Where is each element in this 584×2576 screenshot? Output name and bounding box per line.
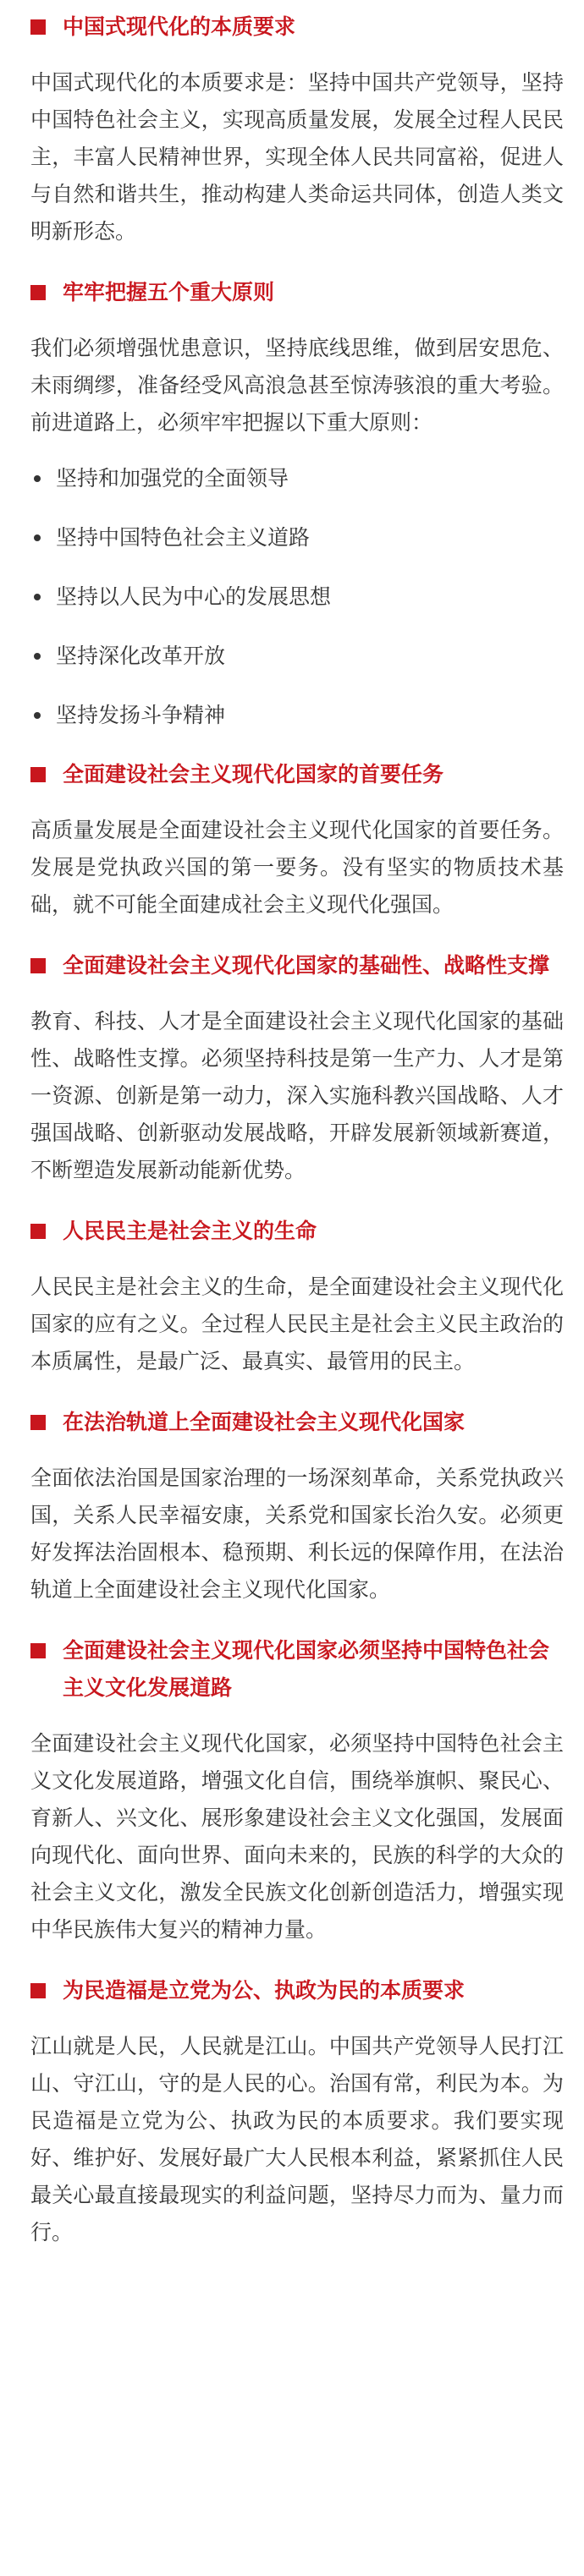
- section-heading-text: 全面建设社会主义现代化国家的首要任务: [63, 762, 444, 787]
- list-item-text: 坚持中国特色社会主义道路: [56, 525, 311, 550]
- section-heading: [30, 1404, 564, 1441]
- paragraph: 高质量发展是全面建设社会主义现代化国家的首要任务。发展是党执政兴国的第一要务。没有坚实的物质技术基础，就不可能全面建成社会主义现代化强国。: [30, 818, 564, 917]
- paragraph: 我们必须增强忧患意识，坚持底线思维，做到居安思危、未雨绸缪，准备经受风高浪急甚至惊涛骇浪的重大考验。前进道路上，必须牢牢把握以下重大原则：: [30, 336, 564, 435]
- list-item-text: 坚持和加强党的全面领导: [56, 466, 289, 491]
- paragraph: 教育、科技、人才是全面建设社会主义现代化国家的基础性、战略性支撑。必须坚持科技是第一生产力、人才是第一资源、创新是第一动力，深入实施科教兴国战略、人才强国战略、创新驱动发展战略，开辟发展新领域新赛道，不断塑造发展新动能新优势。: [30, 1009, 564, 1182]
- section-five-principles: [30, 274, 564, 734]
- paragraph: 全面依法治国是国家治理的一场深刻革命，关系党执政兴国，关系人民幸福安康，关系党和国家长治久安。必须更好发挥法治固根本、稳预期、利长远的保障作用，在法治轨道上全面建设社会主义现代化国家。: [30, 1466, 564, 1602]
- paragraph: 全面建设社会主义现代化国家，必须坚持中国特色社会主义文化发展道路，增强文化自信，围绕举旗帜、聚民心、育新人、兴文化、展形象建设社会主义文化强国，发展面向现代化、面向世界、面向未来的，民族的科学的大众的社会主义文化，激发全民族文化创新创造活力，增强实现中华民族伟大复兴的精神力量。: [30, 1731, 564, 1942]
- list-item-text: 坚持以人民为中心的发展思想: [56, 584, 332, 609]
- list-item: [30, 578, 564, 616]
- section-heading: [30, 8, 564, 46]
- square-bullet-icon: [30, 1983, 46, 1998]
- principles-list: [30, 460, 564, 734]
- section-heading-text: 全面建设社会主义现代化国家的基础性、战略性支撑: [63, 953, 550, 978]
- paragraph: 江山就是人民，人民就是江山。中国共产党领导人民打江山、守江山，守的是人民的心。治国有常，利民为本。为民造福是立党为公、执政为民的本质要求。我们要实现好、维护好、发展好最广大人民根本利益，紧紧抓住人民最关心最直接最现实的利益问题，坚持尽力而为、量力而行。: [30, 2034, 564, 2244]
- list-item: [30, 460, 564, 497]
- section-heading-text: 全面建设社会主义现代化国家必须坚持中国特色社会主义文化发展道路: [63, 1638, 550, 1700]
- section-heading-text: 牢牢把握五个重大原则: [63, 280, 275, 304]
- list-item: [30, 519, 564, 556]
- section-heading-text: 为民造福是立党为公、执政为民的本质要求: [63, 1978, 466, 2003]
- section-heading: [30, 1632, 564, 1707]
- section-peoples-democracy: [30, 1213, 564, 1380]
- square-bullet-icon: [30, 285, 46, 300]
- list-item-text: 坚持发扬斗争精神: [56, 703, 226, 727]
- list-item-text: 坚持深化改革开放: [56, 644, 226, 668]
- list-item: [30, 638, 564, 675]
- paragraph: 中国式现代化的本质要求是：坚持中国共产党领导，坚持中国特色社会主义，实现高质量发展，发展全过程人民民主，丰富人民精神世界，实现全体人民共同富裕，促进人与自然和谐共生，推动构建人类命运共同体，创造人类文明新形态。: [30, 70, 564, 244]
- section-culture-path: [30, 1632, 564, 1948]
- section-essential-requirements: [30, 8, 564, 250]
- section-heading-text: 人民民主是社会主义的生命: [63, 1219, 317, 1243]
- section-primary-task: [30, 756, 564, 924]
- section-heading: [30, 1213, 564, 1250]
- square-bullet-icon: [30, 1224, 46, 1239]
- section-strategic-support: [30, 947, 564, 1189]
- section-heading-text: 在法治轨道上全面建设社会主义现代化国家: [63, 1410, 466, 1434]
- square-bullet-icon: [30, 1415, 46, 1430]
- section-heading-text: 中国式现代化的本质要求: [63, 14, 296, 39]
- square-bullet-icon: [30, 958, 46, 973]
- section-peoples-wellbeing: [30, 1972, 564, 2251]
- square-bullet-icon: [30, 1643, 46, 1658]
- paragraph: 人民民主是社会主义的生命，是全面建设社会主义现代化国家的应有之义。全过程人民民主是社会主义民主政治的本质属性，是最广泛、最真实、最管用的民主。: [30, 1274, 564, 1373]
- section-heading: [30, 947, 564, 984]
- bullet-dot-icon: [34, 653, 41, 660]
- bullet-dot-icon: [34, 475, 41, 482]
- section-rule-of-law: [30, 1404, 564, 1609]
- list-item: [30, 697, 564, 734]
- section-heading: [30, 756, 564, 793]
- section-heading: [30, 274, 564, 311]
- square-bullet-icon: [30, 19, 46, 35]
- square-bullet-icon: [30, 767, 46, 782]
- section-heading: [30, 1972, 564, 2009]
- bullet-dot-icon: [34, 534, 41, 541]
- bullet-dot-icon: [34, 712, 41, 719]
- bullet-dot-icon: [34, 594, 41, 600]
